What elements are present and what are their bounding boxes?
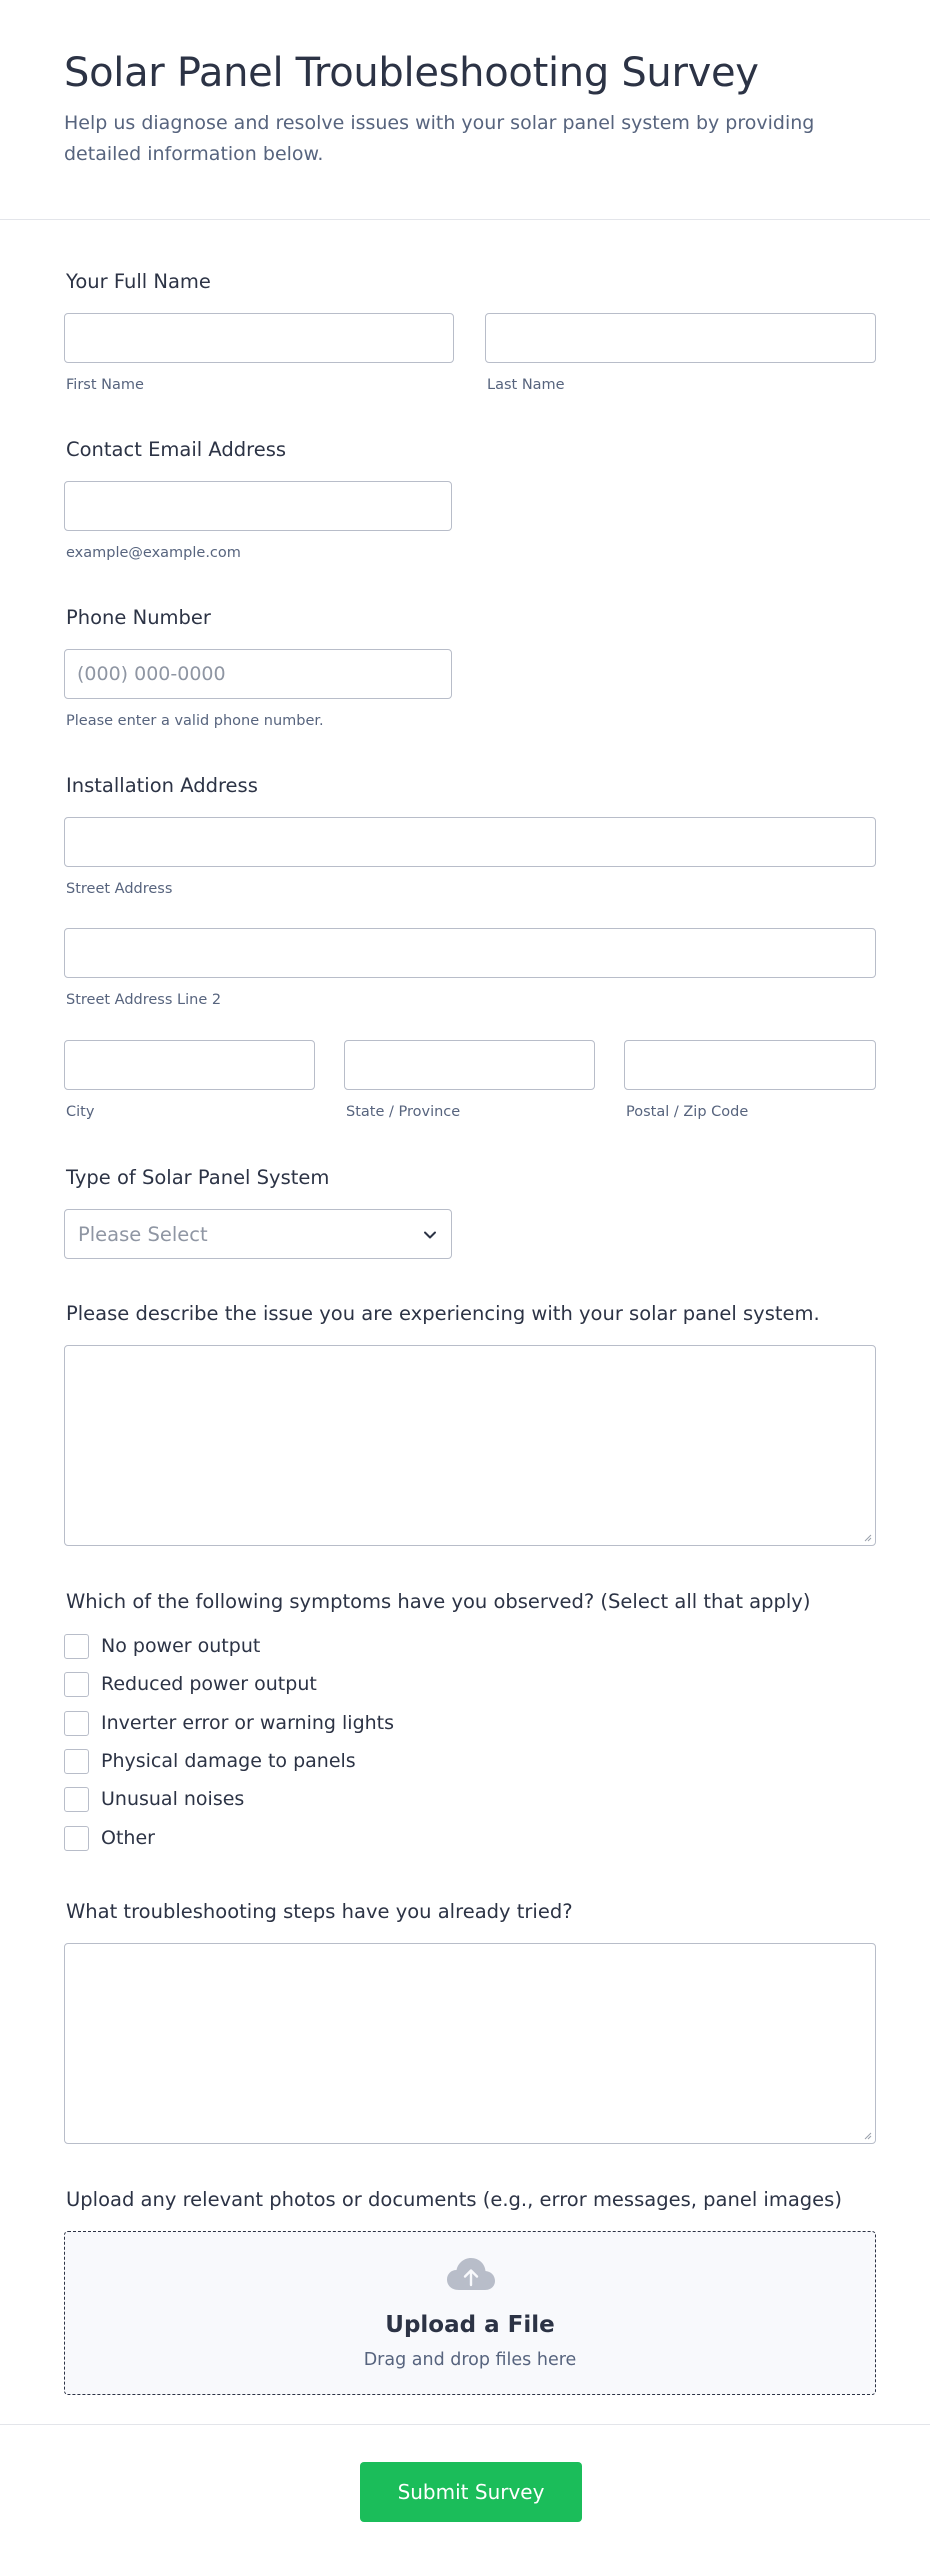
street-address-sublabel: Street Address — [66, 881, 173, 897]
city-input[interactable] — [64, 1040, 315, 1090]
resize-grip-icon[interactable] — [862, 2130, 872, 2140]
symptom-option-label: Inverter error or warning lights — [101, 1712, 395, 1734]
page-title: Solar Panel Troubleshooting Survey — [64, 50, 759, 96]
system-type-selected-value: Please Select — [78, 1223, 208, 1246]
symptom-option-label: Reduced power output — [101, 1673, 317, 1695]
form-header — [0, 0, 930, 220]
submit-button[interactable]: Submit Survey — [360, 2462, 582, 2522]
email-label: Contact Email Address — [66, 438, 287, 461]
first-name-input[interactable] — [64, 313, 454, 363]
email-input[interactable] — [64, 481, 452, 531]
symptom-option-label: Unusual noises — [101, 1788, 245, 1810]
last-name-sublabel: Last Name — [487, 377, 565, 393]
upload-label: Upload any relevant photos or documents (e.g., error messages, panel images) — [66, 2188, 842, 2211]
steps-textarea[interactable] — [64, 1943, 876, 2144]
symptom-option-label: Physical damage to panels — [101, 1750, 356, 1772]
system-type-label: Type of Solar Panel System — [66, 1166, 330, 1189]
symptom-option-label: No power output — [101, 1635, 261, 1657]
checkbox[interactable] — [64, 1826, 89, 1851]
symptom-option[interactable] — [64, 1825, 155, 1851]
symptom-option[interactable] — [64, 1786, 244, 1812]
symptom-option-label: Other — [101, 1827, 155, 1849]
state-sublabel: State / Province — [346, 1104, 461, 1120]
file-upload-dropzone[interactable] — [64, 2231, 876, 2395]
upload-title: Upload a File — [385, 2312, 555, 2338]
last-name-input[interactable] — [485, 313, 876, 363]
first-name-sublabel: First Name — [66, 377, 144, 393]
checkbox[interactable] — [64, 1672, 89, 1697]
cloud-upload-icon — [445, 2256, 497, 2292]
symptom-option[interactable] — [64, 1633, 260, 1659]
checkbox[interactable] — [64, 1634, 89, 1659]
symptom-option[interactable] — [64, 1710, 394, 1736]
issue-label: Please describe the issue you are experiencing with your solar panel system. — [66, 1302, 820, 1325]
street-address-input[interactable] — [64, 817, 876, 867]
system-type-select[interactable] — [64, 1209, 452, 1259]
phone-input[interactable] — [64, 649, 452, 699]
zip-input[interactable] — [624, 1040, 876, 1090]
state-input[interactable] — [344, 1040, 595, 1090]
street-address-line2-sublabel: Street Address Line 2 — [66, 992, 222, 1008]
checkbox[interactable] — [64, 1787, 89, 1812]
zip-sublabel: Postal / Zip Code — [626, 1104, 749, 1120]
page-subtitle: Help us diagnose and resolve issues with your solar panel system by providing detailed information below. — [64, 112, 815, 165]
steps-label: What troubleshooting steps have you already tried? — [66, 1900, 573, 1923]
issue-textarea[interactable] — [64, 1345, 876, 1546]
checkbox[interactable] — [64, 1711, 89, 1736]
symptom-option[interactable] — [64, 1671, 317, 1697]
resize-grip-icon[interactable] — [862, 1532, 872, 1542]
city-sublabel: City — [66, 1104, 95, 1120]
phone-label: Phone Number — [66, 606, 211, 629]
address-label: Installation Address — [66, 774, 258, 797]
full-name-label: Your Full Name — [66, 270, 211, 293]
email-sublabel: example@example.com — [66, 545, 241, 561]
checkbox[interactable] — [64, 1749, 89, 1774]
symptom-option[interactable] — [64, 1748, 356, 1774]
symptoms-label: Which of the following symptoms have you observed? (Select all that apply) — [66, 1590, 811, 1613]
upload-subtitle: Drag and drop files here — [363, 2350, 577, 2370]
footer-divider — [0, 2424, 930, 2425]
chevron-down-icon — [421, 1226, 439, 1244]
street-address-line2-input[interactable] — [64, 928, 876, 978]
phone-sublabel: Please enter a valid phone number. — [66, 713, 324, 729]
